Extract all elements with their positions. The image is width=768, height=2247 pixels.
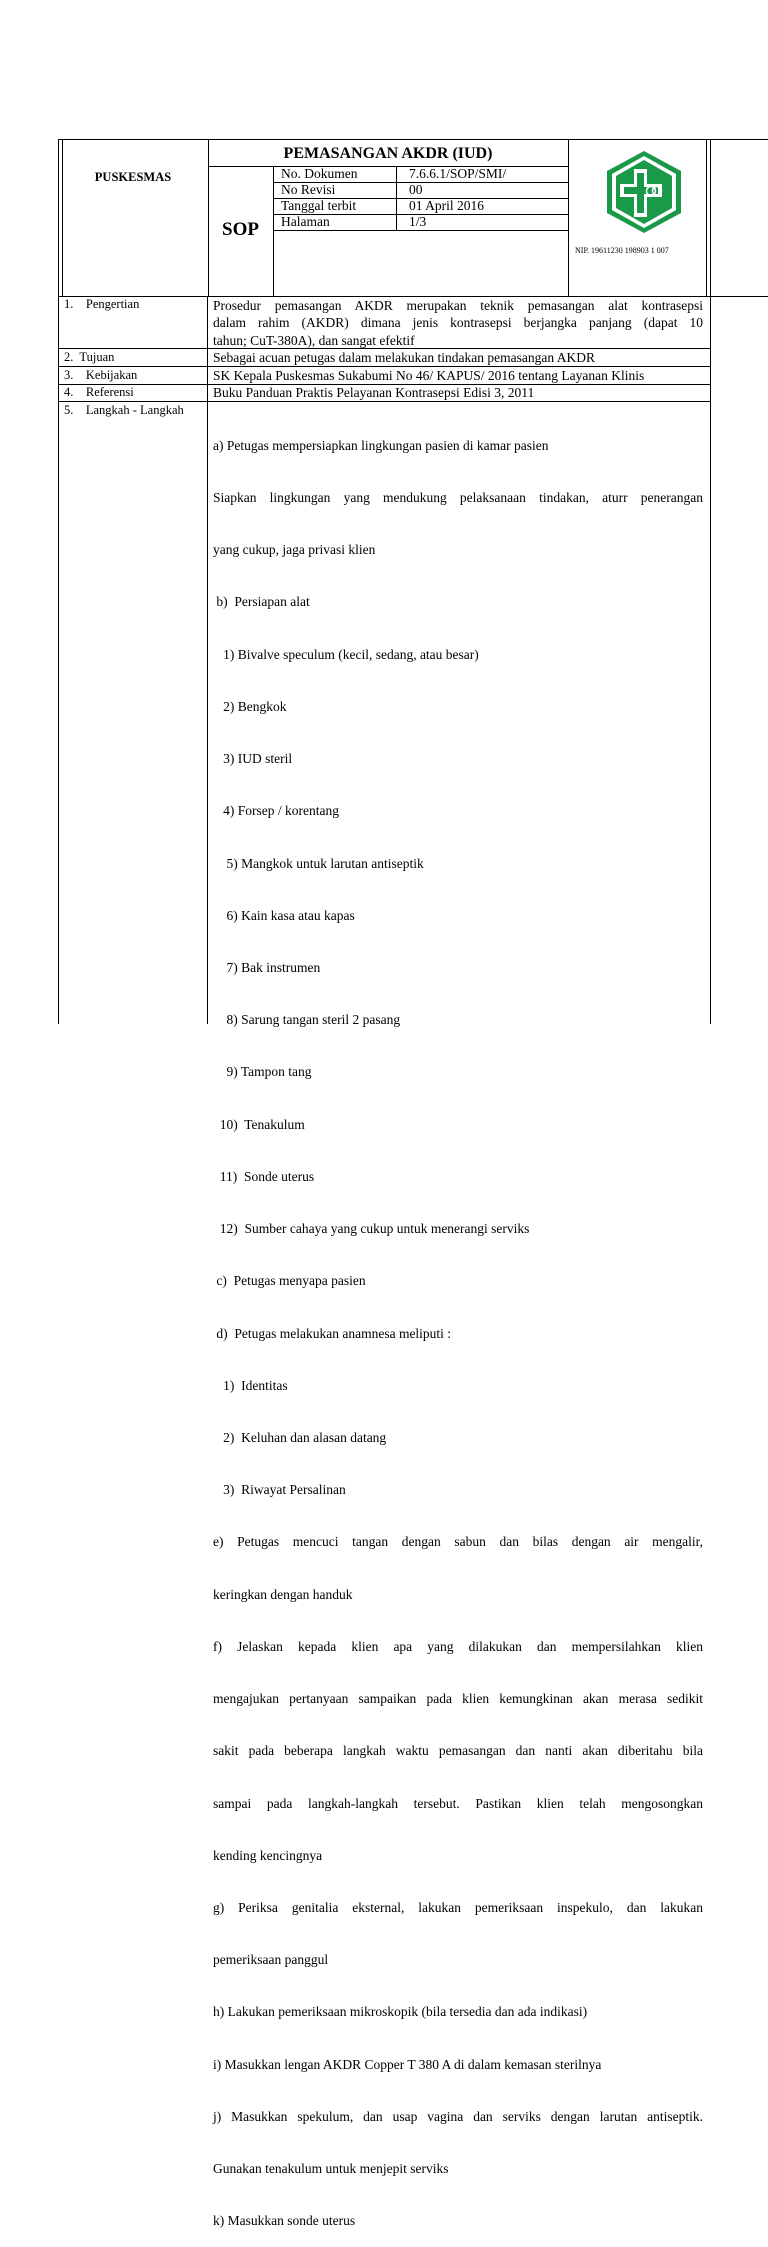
content-line: d) Petugas melakukan anamnesa meliputi : xyxy=(213,1325,452,1341)
meta-value-doc-number: 7.6.6.1/SOP/SMI/ xyxy=(409,166,507,181)
content-line: f) Jelaskan kepada klien apa yang dilakukan dan mempersilahkan klien xyxy=(213,1638,703,1654)
content-line: i) Masukkan lengan AKDR Copper T 380 A di dalam kemasan sterilnya xyxy=(213,2056,602,2072)
content-line: k) Masukkan sonde uterus xyxy=(213,2213,356,2229)
content-line: 10) Tenakulum xyxy=(213,1116,305,1132)
meta-value-issue-date: 01 April 2016 xyxy=(409,198,485,213)
meta-label-revision: No Revisi xyxy=(281,182,336,197)
row-content-kebijakan xyxy=(213,367,703,384)
content-line: 6) Kain kasa atau kapas xyxy=(213,907,355,923)
content-line: j) Masukkan spekulum, dan usap vagina dan serviks dengan larutan antiseptik. xyxy=(213,2108,703,2124)
header-left-border-inner xyxy=(62,139,63,297)
content-line: keringkan dengan handuk xyxy=(213,1586,353,1602)
meta-label-doc-number: No. Dokumen xyxy=(281,166,358,181)
sop-label: SOP xyxy=(222,219,259,240)
content-line: 7) Bak instrumen xyxy=(213,960,321,975)
row-content-tujuan xyxy=(213,349,703,366)
content-line: 9) Tampon tang xyxy=(213,1064,312,1080)
content-line: g) Periksa genitalia eksternal, lakukan pemeriksaan inspekulo, dan lakukan xyxy=(213,1899,703,1915)
content-line: Sebagai acuan petugas dalam melakukan tindakan pemasangan AKDR xyxy=(213,350,596,365)
content-line: 2) Bengkok xyxy=(213,698,287,714)
content-line: 1) Identitas xyxy=(213,1377,288,1393)
content-line: 12) Sumber cahaya yang cukup untuk menerangi serviks xyxy=(213,1221,530,1237)
content-line: h) Lakukan pemeriksaan mikroskopik (bila tersedia dan ada indikasi) xyxy=(213,2004,588,2020)
content-line: yang cukup, jaga privasi klien xyxy=(213,542,376,558)
title-underline xyxy=(208,166,568,167)
meta-label-issue-date: Tanggal terbit xyxy=(281,198,357,213)
content-line: mengajukan pertanyaan sampaikan pada klien kemungkinan akan merasa sedikit xyxy=(213,1691,703,1707)
body-left-border xyxy=(58,297,59,1024)
content-line: e) Petugas mencuci tangan dengan sabun dan bilas dengan air mengalir, xyxy=(213,1534,703,1550)
content-line: 4) Forsep / korentang xyxy=(213,803,339,819)
content-line: Gunakan tenakulum untuk menjepit serviks xyxy=(213,2161,449,2177)
content-line: kending kencingnya xyxy=(213,1847,323,1863)
meta-row-line-4 xyxy=(273,230,568,231)
content-line: sakit pada beberapa langkah waktu pemasangan dan nanti akan diberitahu bila xyxy=(213,1743,703,1759)
puskesmas-logo-icon xyxy=(605,149,683,235)
content-line: a) Petugas mempersiapkan lingkungan pasien di kamar pasien xyxy=(213,437,549,453)
header-divider-2 xyxy=(568,139,569,297)
meta-label-page: Halaman xyxy=(281,214,330,229)
meta-value-page: 1/3 xyxy=(409,214,427,229)
content-line: 11) Sonde uterus xyxy=(213,1168,315,1184)
content-line: SK Kepala Puskesmas Sukabumi No 46/ KAPUS/ 2016 tentang Layanan Klinis xyxy=(213,368,645,383)
content-line: 8) Sarung tangan steril 2 pasang xyxy=(213,1012,401,1028)
row-label-referensi: 4. Referensi xyxy=(64,385,134,399)
meta-value-revision: 00 xyxy=(409,182,423,197)
row-content-referensi xyxy=(213,384,703,401)
label-column-divider xyxy=(207,297,208,1024)
content-line: Buku Panduan Praktis Pelayanan Kontrasepsi Edisi 3, 2011 xyxy=(213,385,535,400)
content-line: dalam rahim (AKDR) dimana jenis kontrasepsi berjangka panjang (dapat 10 xyxy=(213,315,703,331)
content-line: tahun; CuT-380A), dan sangat efektif xyxy=(213,332,415,348)
document-title: PEMASANGAN AKDR (IUD) xyxy=(283,145,493,162)
content-line: 3) Riwayat Persalinan xyxy=(213,1482,346,1498)
content-line: 3) IUD steril xyxy=(213,751,293,767)
row-content-langkah xyxy=(213,402,703,2247)
row-label-kebijakan: 3. Kebijakan xyxy=(64,368,138,382)
row-content-pengertian xyxy=(213,297,703,349)
header-top-right-extension xyxy=(710,139,768,140)
content-line: 5) Mangkok untuk larutan antiseptik xyxy=(213,855,424,871)
content-line: 2) Keluhan dan alasan datang xyxy=(213,1429,387,1445)
row-label-tujuan: 2. Tujuan xyxy=(64,350,115,364)
header-right-border-inner xyxy=(706,139,707,297)
content-line: 1) Bivalve speculum (kecil, sedang, atau besar) xyxy=(213,646,479,662)
content-line: sampai pada langkah-langkah tersebut. Pastikan klien telah mengosongkan xyxy=(213,1795,703,1811)
nip-text: NIP. 19611230 198903 1 007 xyxy=(575,246,669,255)
body-right-border xyxy=(710,297,711,1024)
institution-label: PUSKESMAS xyxy=(94,170,172,184)
content-line: pemeriksaan panggul xyxy=(213,1952,329,1968)
sop-divider xyxy=(273,166,274,297)
content-line: Prosedur pemasangan AKDR merupakan teknik pemasangan alat kontrasepsi xyxy=(213,298,703,313)
content-line: c) Petugas menyapa pasien xyxy=(213,1273,366,1289)
content-line: b) Persiapan alat xyxy=(213,594,310,610)
row-label-langkah: 5. Langkah - Langkah xyxy=(64,403,184,417)
row-label-pengertian: 1. Pengertian xyxy=(64,297,140,311)
content-line: Siapkan lingkungan yang mendukung pelaksanaan tindakan, aturr penerangan xyxy=(213,490,703,506)
